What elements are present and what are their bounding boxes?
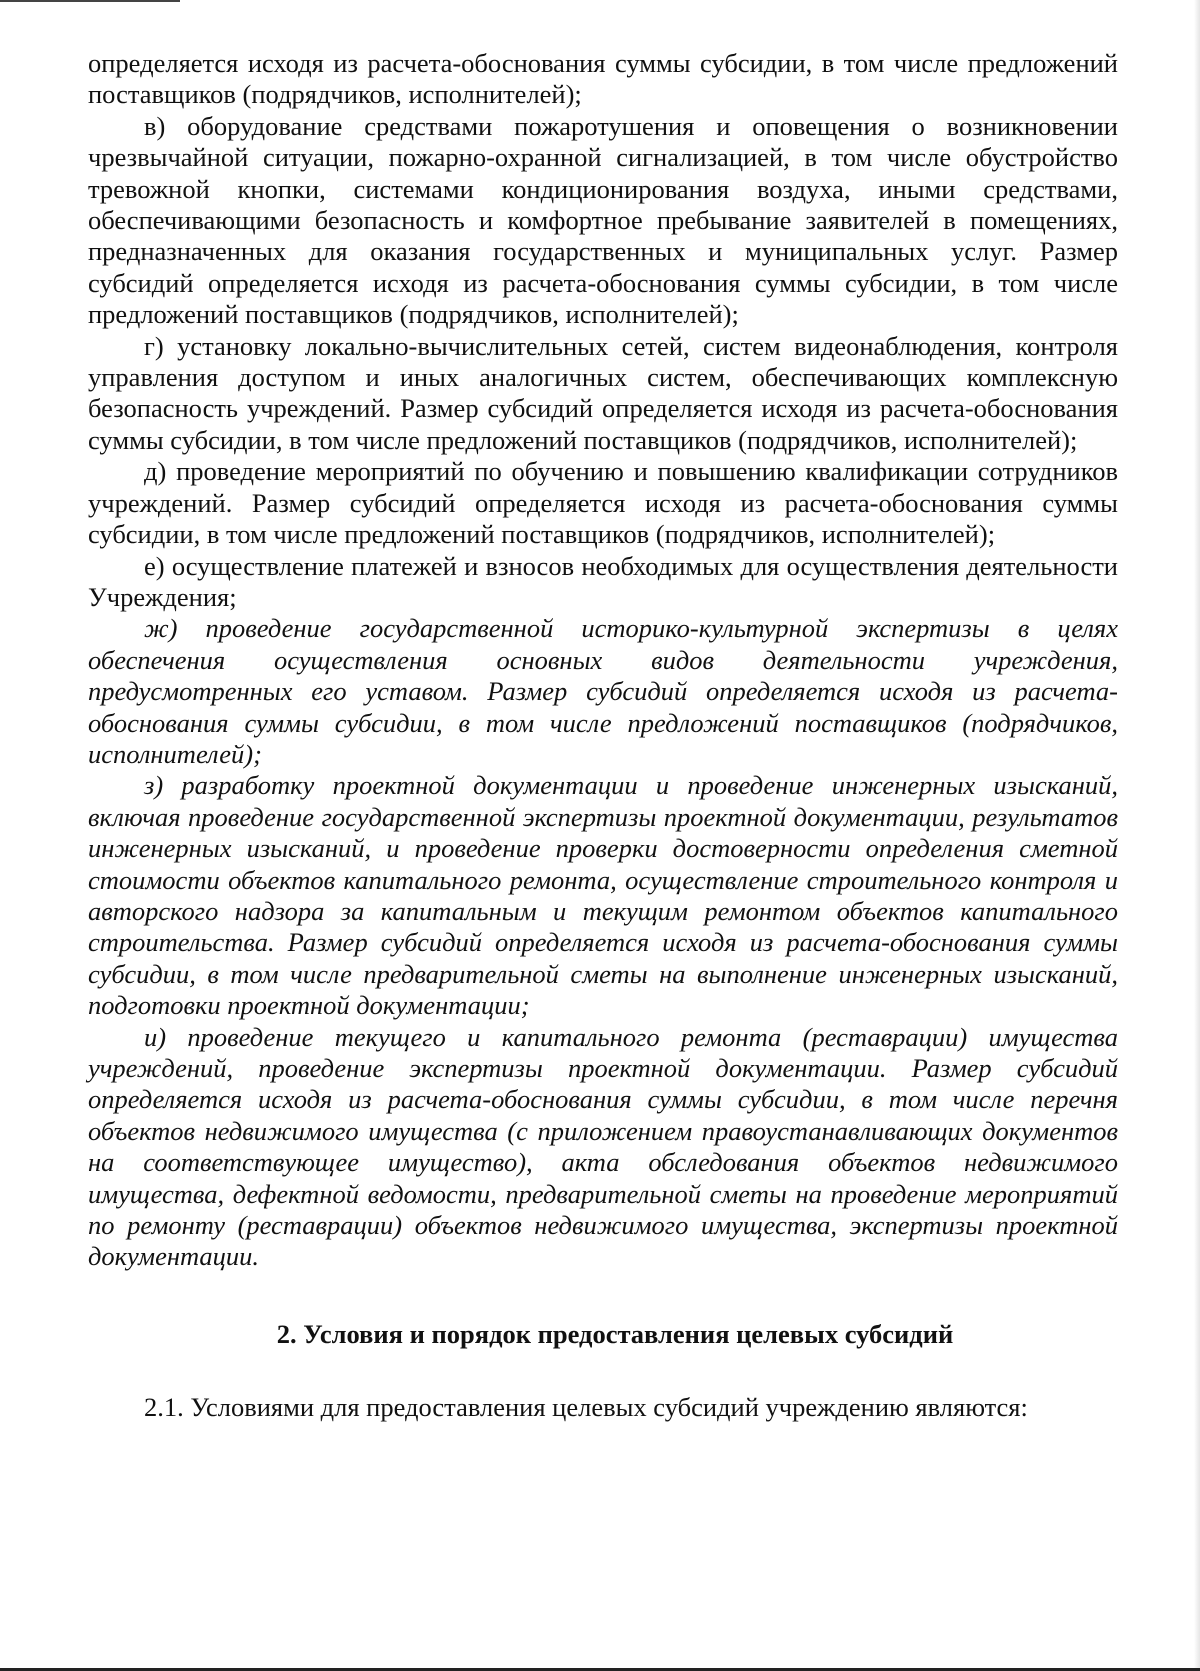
section-first-paragraph: 2.1. Условиями для предоставления целевых субсидий учреждению являются: <box>144 1392 1028 1423</box>
scan-edge-top <box>0 0 180 2</box>
paragraph-item-d: д) проведение мероприятий по обучению и повышению квалификации сотрудников учреждений. Размер субсидий определяется исходя из расчета-обоснования суммы субсидии, в том числе предложений поставщиков (подрядчиков, исполнителей); <box>88 456 1118 550</box>
document-page <box>88 48 1118 1424</box>
paragraph-item-zh: ж) проведение государственной историко-культурной экспертизы в целях обеспечения осуществления основных видов деятельности учреждения, предусмотренных его уставом. Размер субсидий определяется исходя из расчета-обоснования суммы субсидии, в том числе предложений поставщиков (подрядчиков, исполнителей); <box>88 613 1118 769</box>
paragraph-item-i: и) проведение текущего и капитального ремонта (реставрации) имущества учреждений, проведение экспертизы проектной документации. Размер субсидий определяется исходя из расчета-обоснования суммы субсидии, в том числе перечня объектов недвижимого имущества (с приложением правоустанавливающих документов на соответствующее имущество), акта обследования объектов недвижимого имущества, дефектной ведомости, предварительной сметы на проведение мероприятий по ремонту (реставрации) объектов недвижимого имущества, экспертизы проектной документации. <box>88 1021 1118 1272</box>
paragraph-intro: определяется исходя из расчета-обоснования суммы субсидии, в том числе предложений поставщиков (подрядчиков, исполнителей); <box>88 48 1118 110</box>
section-heading: 2. Условия и порядок предоставления целевых субсидий <box>276 1318 954 1349</box>
scan-edge-right <box>1194 0 1200 1671</box>
paragraph-item-z: з) разработку проектной документации и проведение инженерных изысканий, включая проведение государственной экспертизы проектной документации, результатов инженерных изысканий, и проведение проверки достоверности определения сметной стоимости объектов капитального ремонта, осуществление строительного контроля и авторского надзора за капитальным и текущим ремонтом объектов капитального строительства. Размер субсидий определяется исходя из расчета-обоснования суммы субсидии, в том числе предварительной сметы на выполнение инженерных изысканий, подготовки проектной документации; <box>88 770 1118 1021</box>
paragraph-item-e: е) осуществление платежей и взносов необходимых для осуществления деятельности Учреждения; <box>88 550 1118 612</box>
paragraph-item-g: г) установку локально-вычислительных сетей, систем видеонаблюдения, контроля управления доступом и иных аналогичных систем, обеспечивающих комплексную безопасность учреждений. Размер субсидий определяется исходя из расчета-обоснования суммы субсидии, в том числе предложений поставщиков (подрядчиков, исполнителей); <box>88 330 1118 455</box>
paragraph-item-v: в) оборудование средствами пожаротушения и оповещения о возникновении чрезвычайной ситуации, пожарно-охранной сигнализацией, в том числе обустройство тревожной кнопки, системами кондиционирования воздуха, иными средствами, обеспечивающими безопасность и комфортное пребывание заявителей в помещениях, предназначенных для оказания государственных и муниципальных услуг. Размер субсидий определяется исходя из расчета-обоснования суммы субсидии, в том числе предложений поставщиков (подрядчиков, исполнителей); <box>88 110 1118 330</box>
